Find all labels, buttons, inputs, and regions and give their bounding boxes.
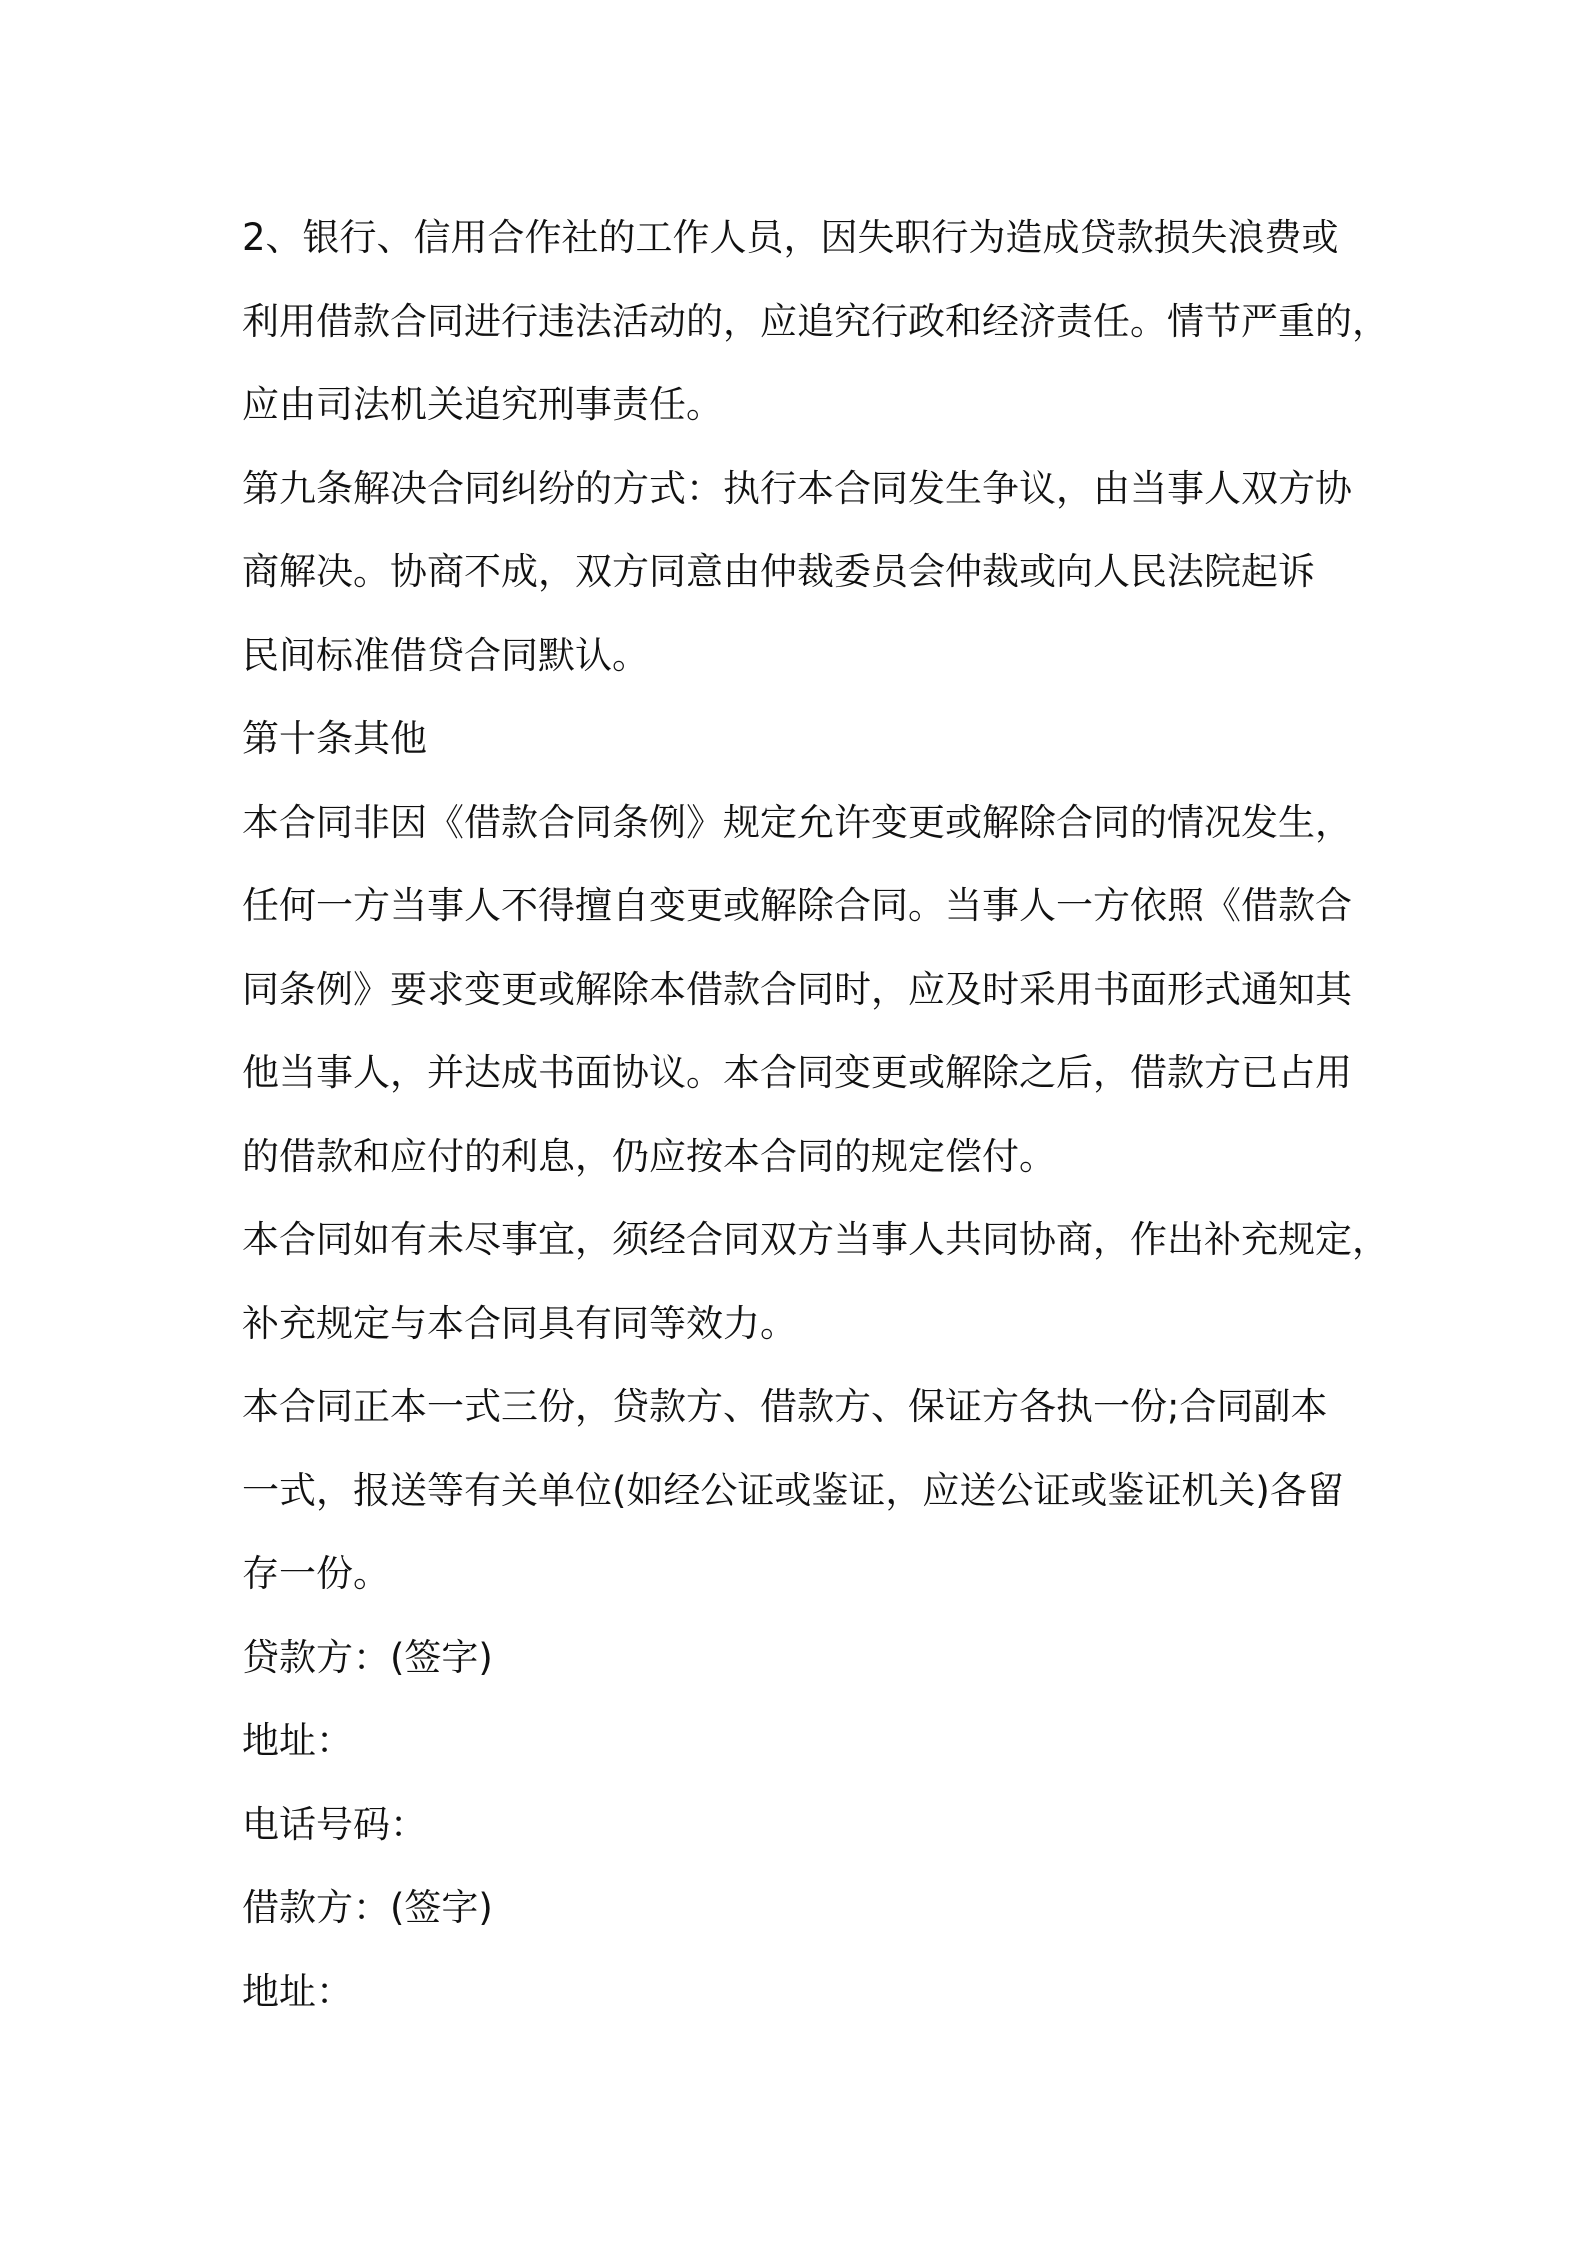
- supplementary-paragraph: [242, 1198, 1389, 1365]
- lender-phone-label: [242, 1783, 1362, 1867]
- lender-address-label: [242, 1699, 1362, 1783]
- text-line: 一式，报送等有关单位(如经公证或鉴证，应送公证或鉴证机关)各留: [242, 1468, 1344, 1512]
- text-line: 本合同正本一式三份，贷款方、借款方、保证方各执一份;合同副本: [242, 1385, 1328, 1428]
- article-9-dispute-paragraph: [242, 447, 1362, 698]
- text-line: 本合同非因《借款合同条例》规定允许变更或解除合同的情况发生，: [242, 800, 1352, 844]
- document-body: [242, 196, 1389, 2033]
- text-line: 他当事人，并达成书面协议。本合同变更或解除之后，借款方已占用: [242, 1051, 1352, 1094]
- article-10-heading: [242, 697, 1362, 781]
- text-line: 借款方：(签字): [242, 1886, 493, 1929]
- text-line: 地址：: [242, 1969, 353, 2013]
- modification-paragraph: [242, 781, 1362, 1199]
- text-line: 利用借款合同进行违法活动的，应追究行政和经济责任。情节严重的，: [242, 299, 1389, 343]
- borrower-signature-label: [242, 1866, 1362, 1950]
- clause-liability-paragraph: [242, 196, 1389, 447]
- lender-signature-label: [242, 1616, 1362, 1700]
- text-line: 第九条解决合同纠纷的方式：执行本合同发生争议，由当事人双方协: [242, 466, 1352, 510]
- text-line: 商解决。协商不成，双方同意由仲裁委员会仲裁或向人民法院起诉: [242, 550, 1315, 593]
- text-line: 本合同如有未尽事宜，须经合同双方当事人共同协商，作出补充规定，: [242, 1218, 1389, 1261]
- text-line: 同条例》要求变更或解除本借款合同时，应及时采用书面形式通知其: [242, 967, 1352, 1011]
- text-line: 应由司法机关追究刑事责任。: [242, 383, 723, 426]
- text-line: 贷款方：(签字): [242, 1635, 493, 1679]
- text-line: 民间标准借贷合同默认。: [242, 633, 649, 677]
- text-line: 任何一方当事人不得擅自变更或解除合同。当事人一方依照《借款合: [242, 884, 1352, 927]
- text-line: 第十条其他: [242, 717, 427, 760]
- text-line: 存一份。: [242, 1552, 390, 1595]
- text-line: 补充规定与本合同具有同等效力。: [242, 1301, 797, 1345]
- copies-paragraph: [242, 1365, 1362, 1616]
- text-line: 的借款和应付的利息，仍应按本合同的规定偿付。: [242, 1134, 1056, 1178]
- text-line: 电话号码：: [242, 1802, 427, 1846]
- text-line: 2、银行、信用合作社的工作人员，因失职行为造成贷款损失浪费或: [242, 216, 1339, 259]
- text-line: 地址：: [242, 1719, 353, 1762]
- borrower-address-label: [242, 1950, 1362, 2034]
